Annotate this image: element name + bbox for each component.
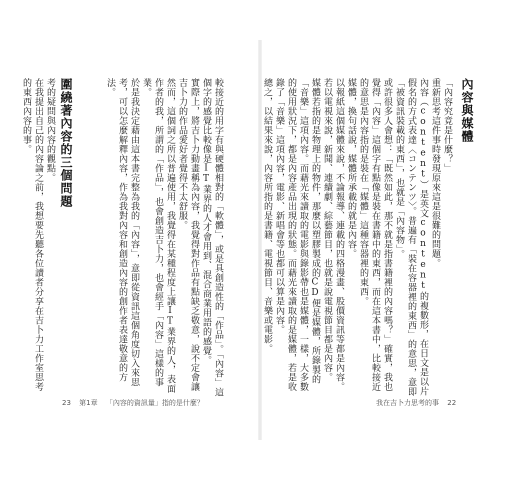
left-page-body: 較接近的用字有與硬體相對的「軟體」，或是具創造性的「作品」。「內容」這個字的感覺比較像是IT業界的人才會用到、混合商業用語的感覺。 實際上，將吉卜力動畫稱為內容，我覺得對作品有點缺乏敬意，說不定會讓吉卜力的作品愛好者覺得不太舒服。 然而，這個詞之所以普遍使用，我覺得在某種程度上讓IT業界的人，表面作者的我，所謂的「作品」，也會創造吉卜力，也會經手「內容」這樣的事業。 於是我決定藉由這本書完整為我的「內容」，意即從資訊這個角度切入來思考，可以怎麼解釋內容，作為我對內容和創造內容的創作者表達敬意的方法。: [105, 78, 223, 397]
left-page-heading: 圍繞著內容的三個問題: [59, 78, 73, 208]
right-page-number: 22: [447, 399, 457, 407]
right-page: [262, 78, 477, 398]
left-page-body-continued: 考的疑問與內容的觀點。 在我提出自己的內容論之前，我想要先聽各位讀者分享在吉卜力工作室思考的東西內容的事。: [21, 78, 55, 392]
left-page: [21, 78, 244, 398]
right-running-title: 我在吉卜力思考的事: [376, 399, 439, 407]
left-page-folio: [62, 398, 210, 408]
left-running-title: 「內容的資訊量」指的是什麼？: [105, 399, 204, 407]
left-chapter-label: 第1章: [79, 399, 98, 407]
left-page-number: 23: [62, 399, 71, 407]
right-page-heading: 內容與媒體: [460, 78, 474, 143]
right-page-body: 「內容究竟是什麼？」 重新思考這件事時發現原來這是很難的問題。 內容（content）是英文content的複數形，在日文是以片假名的方式表達〈コンテンツ〉。普遍有「裝在容器裡的東西」的意思，意即「被資訊裝載的東西」，也就是「內容物」。 或許很多人會想：「既然如此，那不就是指書籍裡的內容嗎？」確實，我也覺得「內容」這個字有點像是裝在書籍中的東西，而在這本書中，比較接近的意思是內容指的是裝在「媒體」這種容器裡的東西。 媒體，換句話說，媒體所承載的就是內容。 以報紙這個媒體來說，不論報導、連載的四格漫畫、股價資訊等都是內容。若以電視來說，新聞、連續劇、綜藝節目，也就是說電視節目都是內容。 媒體若指的是物理上的物件，那麼以塑膠製成的CD便是媒體，所錄製的「音樂」這項內容。而藉光來讀取的電影與錄影帶也是媒體，一樣，大多數的使用狀況下，都是內容產品出現的狀態。而藉光來讀取的是媒體，若是收錄了「音樂」這項內容，電影、新唱會等也都可以算是內容。 總之，以結果來說，內容所指的是書籍、電視節目、音樂或電影。: [262, 78, 452, 397]
right-page-folio: [376, 398, 462, 408]
